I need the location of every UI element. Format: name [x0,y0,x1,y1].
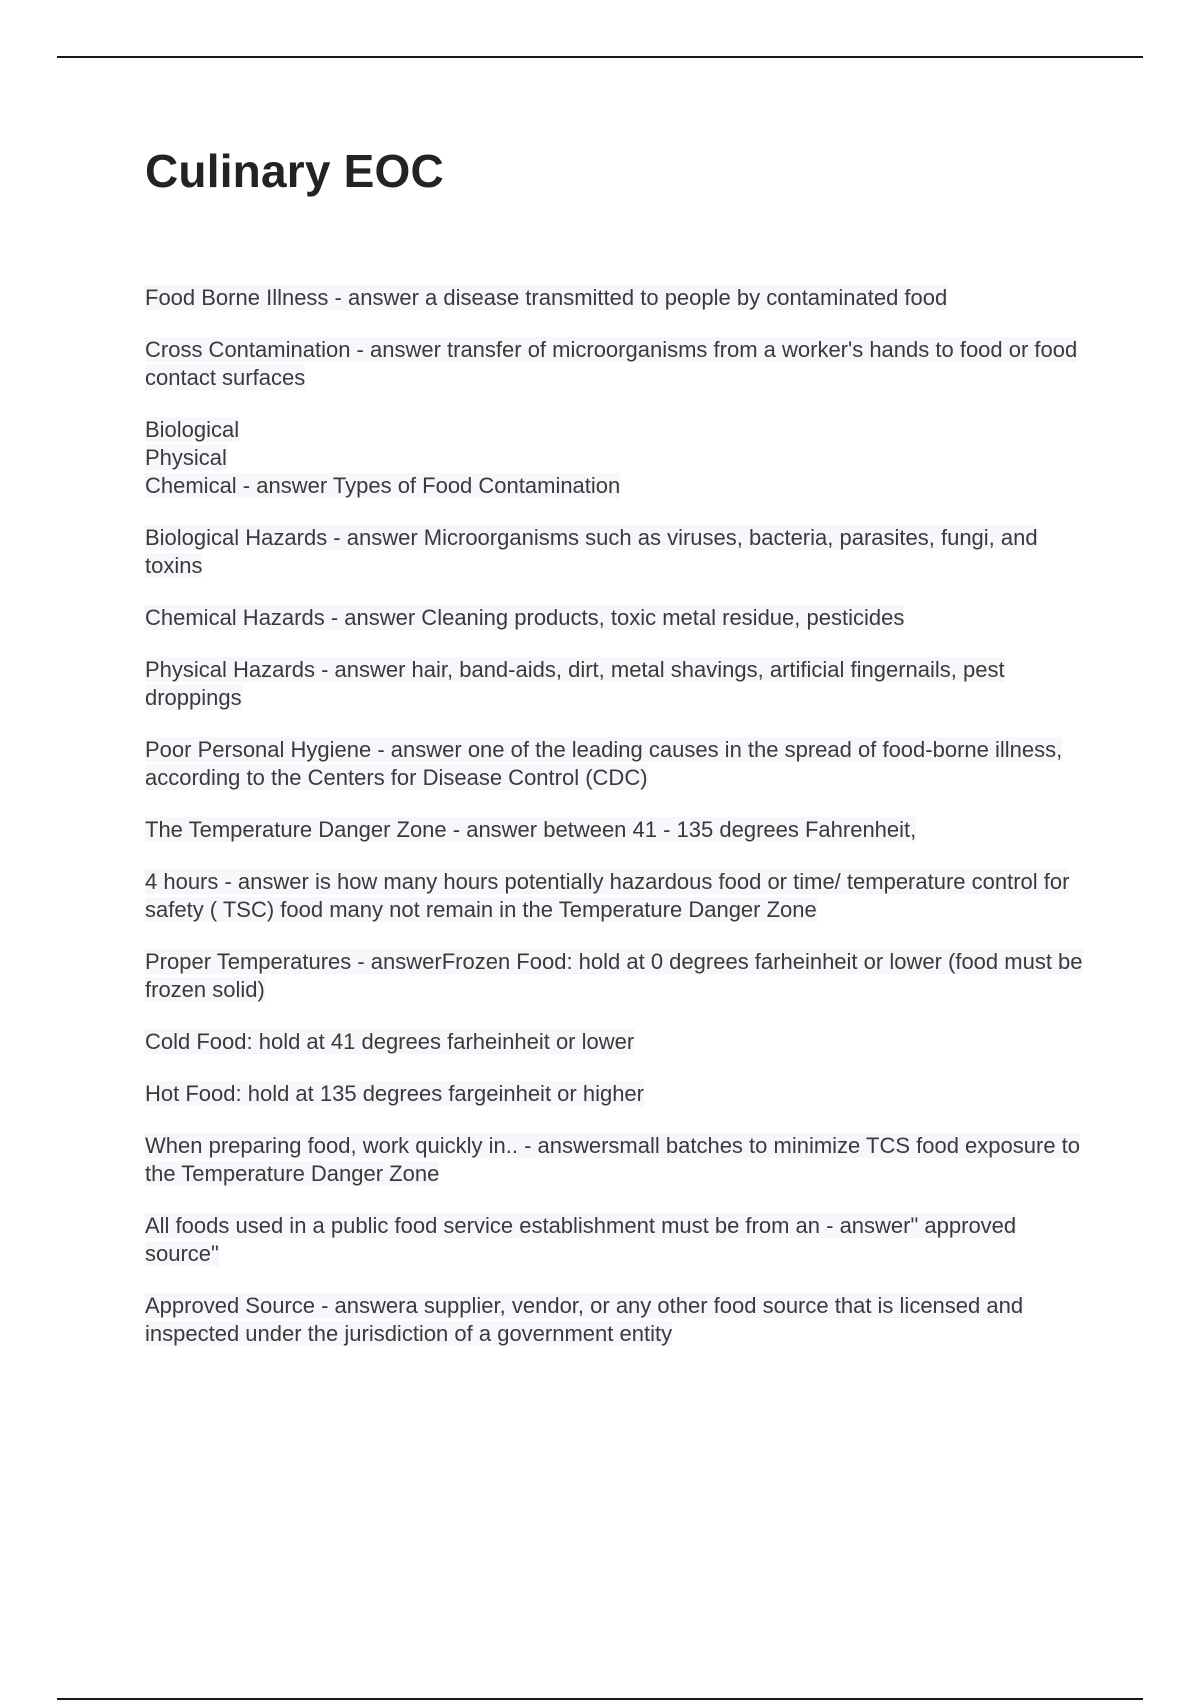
flashcard-entry [145,416,1095,500]
flashcard-text: Physical Hazards - answer hair, band-aids, dirt, metal shavings, artificial fingernails, pest droppings [145,657,1005,710]
flashcard-entry [145,604,1095,632]
flashcard-text: Approved Source - answera supplier, vendor, or any other food source that is licensed and inspected under the jurisdiction of a government entity [145,1293,1024,1346]
flashcard-list [145,284,1095,1372]
header-rule [57,56,1143,58]
flashcard-text: Biological Hazards - answer Microorganisms such as viruses, bacteria, parasites, fungi, and toxins [145,525,1038,578]
flashcard-text: Chemical Hazards - answer Cleaning products, toxic metal residue, pesticides [145,605,905,630]
flashcard-text: All foods used in a public food service establishment must be from an - answer" approved source" [145,1213,1017,1266]
flashcard-entry [145,524,1095,580]
flashcard-entry [145,1132,1095,1188]
flashcard-text: The Temperature Danger Zone - answer between 41 - 135 degrees Fahrenheit, [145,817,917,842]
flashcard-entry [145,1028,1095,1056]
flashcard-text: Proper Temperatures - answerFrozen Food: hold at 0 degrees farheinheit or lower (food must be frozen solid) [145,949,1083,1002]
flashcard-entry [145,656,1095,712]
flashcard-text: Hot Food: hold at 135 degrees fargeinheit or higher [145,1081,644,1106]
flashcard-text: Biological Physical Chemical - answer Types of Food Contamination [145,417,621,498]
flashcard-text: Poor Personal Hygiene - answer one of the leading causes in the spread of food-borne illness, according to the Centers for Disease Control (CDC) [145,737,1063,790]
flashcard-text: Cross Contamination - answer transfer of microorganisms from a worker's hands to food or food contact surfaces [145,337,1078,390]
flashcard-text: When preparing food, work quickly in.. - answersmall batches to minimize TCS food exposure to the Temperature Danger Zone [145,1133,1081,1186]
flashcard-text: 4 hours - answer is how many hours potentially hazardous food or time/ temperature control for safety ( TSC) food many not remain in the Temperature Danger Zone [145,869,1070,922]
flashcard-entry [145,336,1095,392]
flashcard-entry [145,736,1095,792]
flashcard-entry [145,948,1095,1004]
flashcard-entry [145,868,1095,924]
flashcard-entry [145,1292,1095,1348]
flashcard-entry [145,816,1095,844]
document-title: Culinary EOC [145,145,444,197]
flashcard-text: Food Borne Illness - answer a disease transmitted to people by contaminated food [145,285,948,310]
flashcard-entry [145,1080,1095,1108]
flashcard-text: Cold Food: hold at 41 degrees farheinheit or lower [145,1029,635,1054]
flashcard-entry [145,284,1095,312]
flashcard-entry [145,1212,1095,1268]
